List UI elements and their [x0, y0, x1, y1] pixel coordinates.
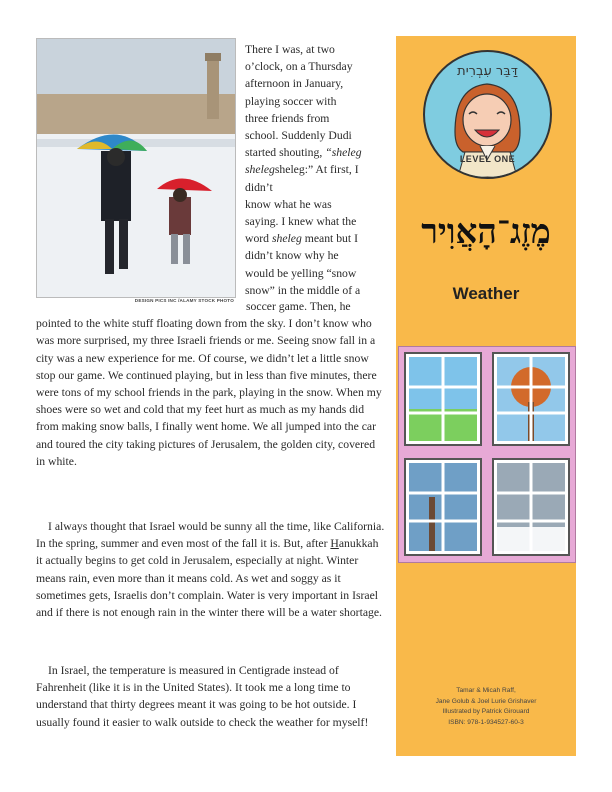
p2-before: I always thought that Israel would be sunny all the time, like California. In the spring, summer and even most of the fall it is. But, after [36, 520, 385, 551]
story-paragraph-1-top [245, 41, 385, 299]
story-line: There I was, at two [245, 43, 335, 56]
story-line: o’clock, on a Thursday [245, 60, 353, 74]
story-line: word [245, 232, 272, 246]
english-title: Weather [452, 284, 520, 303]
story-line: school. Suddenly Dudi [245, 129, 352, 143]
story-line: started shouting, [245, 146, 326, 160]
snow-photo-illustration [37, 39, 235, 297]
sunny-window [405, 353, 481, 445]
story-paragraph-2 [36, 518, 386, 621]
story-line: playing soccer with [245, 94, 337, 108]
sidebar [396, 36, 576, 756]
story-line: soccer game. Then, he [246, 300, 351, 313]
story-line: didn’t know why he [245, 249, 339, 263]
photo-credit: DESIGN PICS INC /ALAMY STOCK PHOTO [134, 298, 234, 303]
story-line: sheleg:” At first, I didn’t [245, 163, 359, 194]
credit-line: ISBN: 978-1-934527-60-3 [448, 718, 524, 726]
story-line: snow” in the middle of a [245, 283, 361, 297]
sheleg-quote: “sheleg [325, 146, 362, 160]
story-line: meant but I [301, 232, 358, 246]
sheleg-word-2: sheleg [271, 232, 302, 246]
sheleg-word: sheleg [245, 163, 275, 177]
story-line: afternoon in January, [245, 77, 344, 91]
seasons-windows [398, 346, 576, 563]
story-line: saying. I knew what the [245, 215, 357, 229]
book-credits [396, 686, 576, 728]
story-line: know what he was [245, 197, 332, 211]
hebrew-title: מֶזֶג־הָאֲוִיר [421, 212, 551, 252]
story-line: three friends from [245, 111, 330, 125]
p2-after: anukkah it actually begins to get cold in Jerusalem, especially at night. Winter means rain, even more than it means cold. As wet and soggy as it sometimes gets, Israelis don’t complain. Water is very important in Israel and if there is not enough rain in the winter there will be a water shortage. [36, 537, 382, 620]
badge-hebrew-word: דַּבֵּר עִבְרִית [457, 64, 518, 79]
story-paragraph-1-rest: pointed to the white stuff floating down from the sky. I don’t know who was more surprised, my three Israeli friends or me. Seeing snow fall in a city was a new experience for me. Of course, we didn’t let a little snow stop our game. We continued playing, but in less than five minutes, there were tons of my school friends in the park, playing in the snow. When my shoes were so wet and cold that my feet hurt as much as my hands did from making snow balls, I finally went home. We all jumped into the car and toured the city taking pictures of Jerusalem, the golden city, covered in white. [36, 317, 382, 468]
snowy-window [493, 459, 569, 555]
level-badge [423, 50, 552, 179]
autumn-window [493, 353, 569, 445]
snow-photo [36, 38, 236, 298]
credit-line: Tamar & Micah Raff, [456, 687, 516, 694]
credit-line: Jane Golub & Joel Lurie Grishaver [435, 697, 537, 705]
credit-line: Illustrated by Patrick Girouard [442, 708, 530, 716]
story-paragraph-1-bottom [36, 298, 386, 470]
badge-level-label: LEVEL ONE [459, 154, 516, 164]
story-paragraph-3: In Israel, the temperature is measured in Centigrade instead of Fahrenheit (like it is in the United States). It took me a long time to understand that thirty degrees meant it was going to be hot outside. I usually found it easier to walk outside to check the weather for myself! [36, 664, 369, 729]
story-line: would be yelling “snow [245, 266, 357, 280]
rainy-window [405, 459, 481, 555]
seasons-windows-illustration [399, 347, 575, 562]
p2-underlined-letter: H [330, 537, 339, 551]
